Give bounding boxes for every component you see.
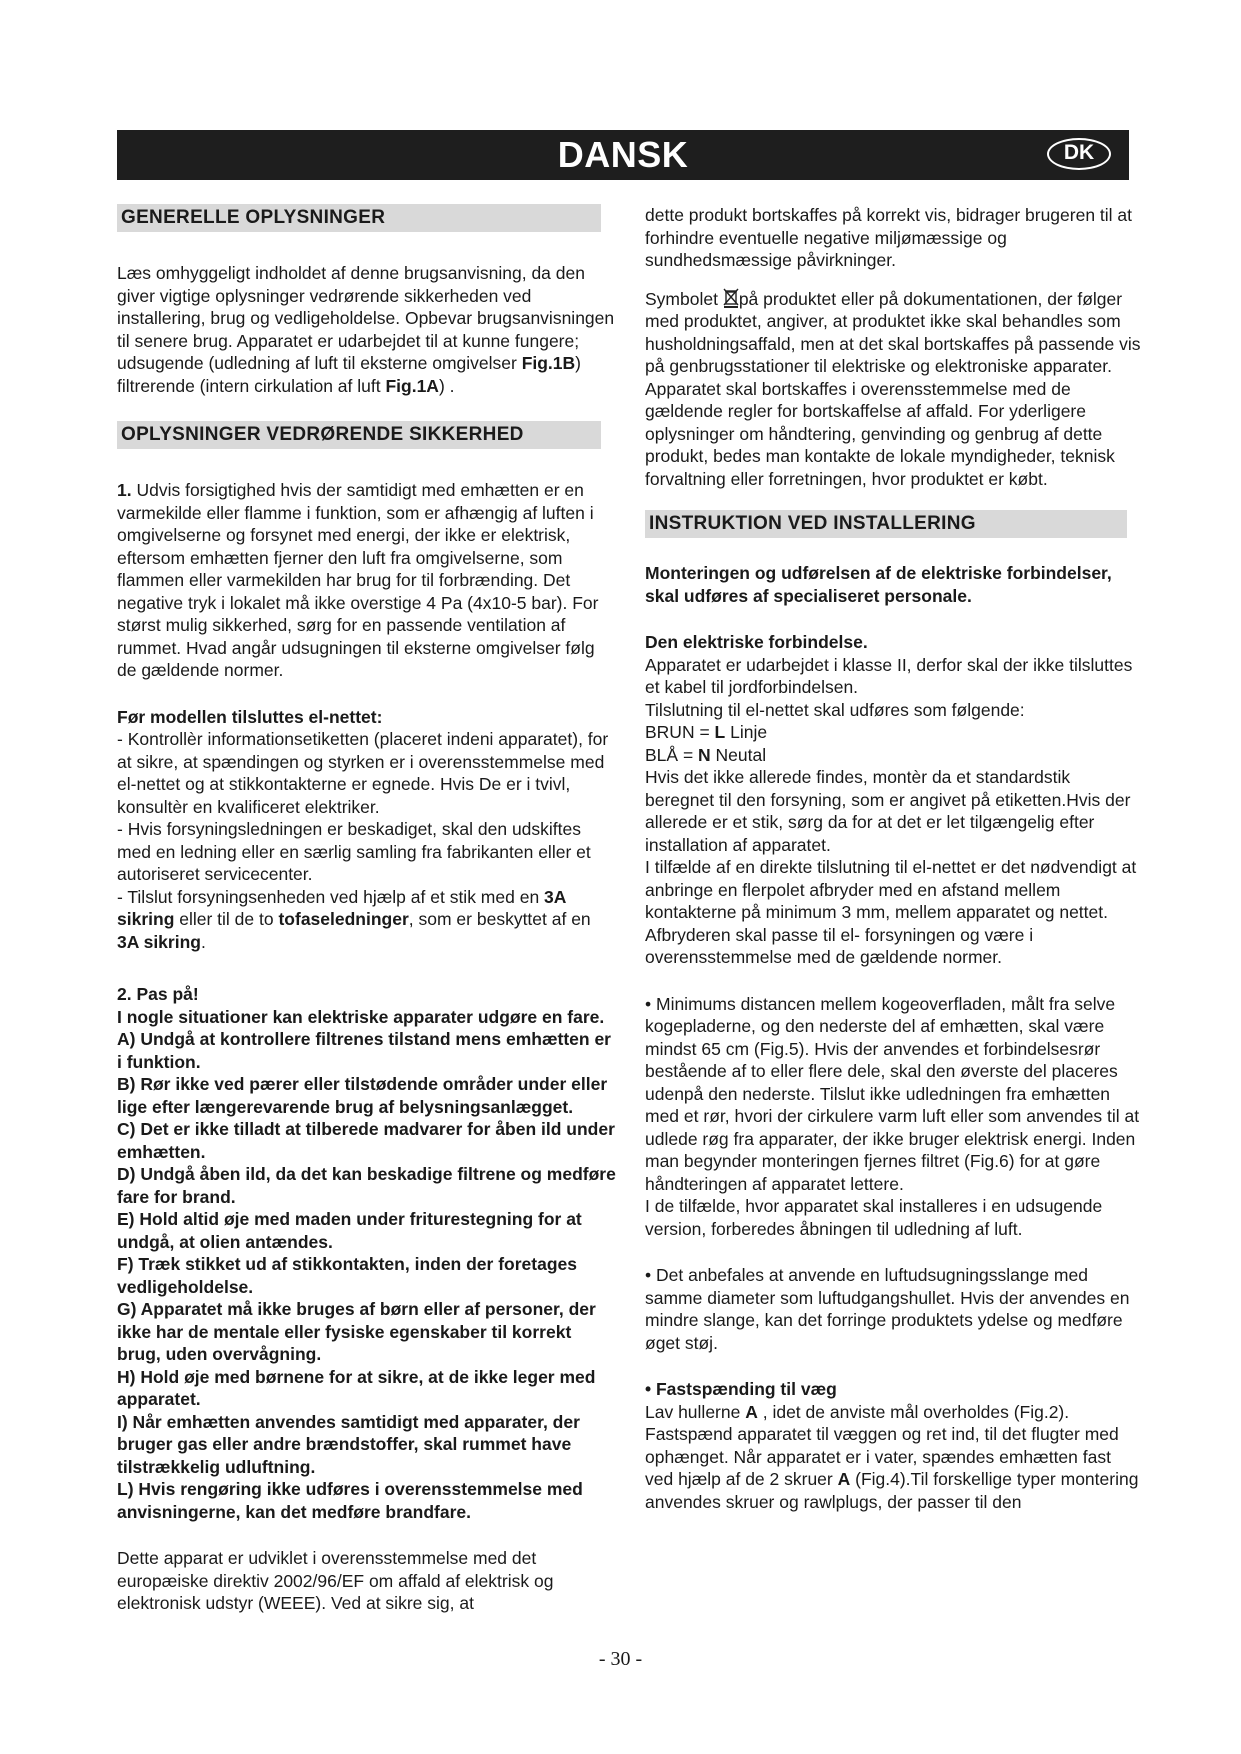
warning-item: L) Hvis rengøring ikke udføres i overensstemmelse med anvisningerne, kan det medføre brandfare.	[117, 1479, 583, 1522]
warning-item: E) Hold altid øje med maden under friturestegning for at undgå, at olien antændes.	[117, 1209, 582, 1252]
section-heading-safety: OPLYSNINGER VEDRØRENDE SIKKERHED	[117, 421, 601, 449]
text-run: på produktet eller på dokumentationen, der følger med produktet, angiver, at produktet ikke skal behandles som husholdningsaffald, men at det skal bortskaffes på passende vis på genbrugsstationer til elektriske og elektroniske apparater. Apparatet skal bortskaffes i overensstemmelse med de gældende regler for bortskaffelse af affald. For yderligere oplysninger om håndtering, genvinding og genbrug af dette produkt, bedes man kontakte de lokale myndigheder, teknisk forvaltning eller forretningen, hvor produktet er købt.	[645, 288, 1141, 489]
warning-item: B) Rør ikke ved pærer eller tilstødende områder under eller lige efter længerevarende brug af belysningsanlægget.	[117, 1074, 608, 1117]
warning-item: I) Når emhætten anvendes samtidigt med apparater, der bruger gas eller andre brændstoffer, skal rummet have tilstrækkelig udluftning.	[117, 1411, 580, 1477]
fig-ref: Fig.1B	[521, 353, 576, 373]
text-run: , idet de anviste mål overholdes (Fig.2). Fastspænd apparatet til væggen og ret ind, til det flugter med ophænget. Når apparatet er i vater, spændes emhætten fast ved hjælp af de 2 skruer	[645, 1401, 1119, 1489]
safety-paragraph-1	[117, 479, 617, 682]
text-run: (Fig.4).Til forskellige typer montering anvendes skruer og rawlplugs, der passer til den	[645, 1469, 1139, 1512]
item-number: 1.	[117, 480, 132, 500]
wall-mount-paragraph	[645, 1401, 1141, 1514]
hose-paragraph: • Det anbefales at anvende en luftudsugningsslange med samme diameter som luftudgangshullet. Hvis der anvendes en mindre slange, kan det forringe produktets ydelse og medføre øget støj.	[645, 1265, 1130, 1353]
min-distance-paragraph: • Minimums distancen mellem kogeoverfladen, målt fra selve kogepladerne, og den nederste del af emhætten, skal være mindst 65 cm (Fig.5). Hvis der anvendes et forbindelsesrør bestående af to eller flere dele, skal den øverste del placeres udenpå den nederste. Tilslut ikke udledningen fra emhætten med et rør, hvori der cirkulere varm luft eller som anvendes til at udlede røg fra apparater, der ikke bruger elektrisk energi. Inden man begynder monteringen fjernes filtret (Fig.6) for at gøre håndteringen af apparatet lettere.	[645, 993, 1140, 1194]
section-heading-general: GENERELLE OPLYSNINGER	[117, 204, 601, 232]
warning-item: A) Undgå at kontrollere filtrenes tilstand mens emhætten er i funktion.	[117, 1029, 611, 1072]
warning-item: F) Træk stikket ud af stikkontakten, inden der foretages vedligeholdelse.	[117, 1254, 577, 1297]
warning-item: H) Hold øje med børnene for at sikre, at de ikke leger med apparatet.	[117, 1366, 596, 1409]
crossed-bin-icon	[723, 288, 739, 308]
safety-text: Udvis forsigtighed hvis der samtidigt med emhætten er en varmekilde eller flamme i funktion, som er afhængig af luften i omgivelserne og forsynet med energi, der ikke er elektrisk, eftersom emhætten fjerner den luft fra omgivelserne, som flammen eller varmekilden har brug for til forbrænding. Det negative tryk i lokalet må ikke overstige 4 Pa (4x10-5 bar). For størst mulig sikkerhed, sørg for en passende ventilation af rummet. Hvad angår udsugningen til eksterne omgivelser følg de gældende normer.	[117, 480, 599, 680]
weee-continued: dette produkt bortskaffes på korrekt vis, bidrager brugeren til at forhindre eventuelle negative miljømæssige og sundhedsmæssige påvirkninger.	[645, 205, 1133, 270]
electrical-title: Den elektriske forbindelse.	[645, 632, 868, 652]
text-run: N	[698, 744, 711, 765]
before-connect-title: Før modellen tilsluttes el-nettet:	[117, 706, 383, 727]
fig-ref: Fig.1A	[385, 375, 439, 396]
text-run: tofaseledninger	[278, 909, 409, 929]
weee-paragraph: Dette apparat er udviklet i overensstemmelse med det europæiske direktiv 2002/96/EF om affald af elektrisk og elektronisk udstyr (WEEE). Ved at sikre sig, at	[117, 1548, 554, 1613]
text-run: BLÅ =	[645, 744, 699, 765]
mounting-note: Monteringen og udførelsen af de elektriske forbindelser, skal udføres af specialiseret personale.	[645, 563, 1112, 606]
wire-blue	[645, 744, 1141, 767]
warning-item: G) Apparatet må ikke bruges af børn eller af personer, der ikke har de mentale eller fysiske egenskaber til korrekt brug, uden overvågning.	[117, 1299, 596, 1364]
page-number: - 30 -	[598, 1648, 643, 1670]
electrical-text: I tilfælde af en direkte tilslutning til el-nettet er det nødvendigt at anbringe en flerpolet afbryder med en afstand mellem kontakterne på minimum 3 mm, mellem apparatet og nettet. Afbryderen skal passe til el- forsyningen og være i overensstemmelse med de gældende normer.	[645, 857, 1137, 967]
electrical-text: Hvis det ikke allerede findes, montèr da et standardstik beregnet til den forsyning, som er angivet på etiketten.Hvis der allerede er et stik, sørg da for at det er let tilgængelig efter installation af apparatet.	[645, 767, 1131, 855]
text-run: 3A sikring	[117, 931, 201, 952]
text-run: A	[837, 1469, 851, 1489]
text-run: 3A sikring	[117, 886, 566, 929]
electrical-text: Apparatet er udarbejdet i klasse II, derfor skal der ikke tilsluttes et kabel til jordforbindelsen.	[645, 654, 1133, 697]
text-run: L	[714, 722, 726, 742]
text-run: BRUN =	[645, 722, 715, 742]
general-info-paragraph	[117, 262, 617, 397]
text-run: - Tilslut forsyningsenheden ved hjælp af et stik med en	[117, 886, 545, 907]
before-connect-item: - Kontrollèr informationsetiketten (placeret indeni apparatet), for at sikre, at spændingen og styrken er i overensstemmelse med el-nettet og at stikkontakterne er egnede. Hvis De er i tvivl, konsultèr en kvalificeret elektriker.	[117, 729, 609, 817]
left-column	[117, 204, 617, 1615]
country-badge: DK	[1047, 138, 1111, 170]
text-run: Symbolet	[645, 288, 723, 309]
language-banner	[117, 130, 1129, 180]
text-run: A	[745, 1401, 758, 1422]
intro-text: Læs omhyggeligt indholdet af denne brugsanvisning, da den giver vigtige oplysninger vedrørende sikkerheden ved installering, brug og vedligeholdelse. Opbevar brugsanvisningen til senere brug. Apparatet er udarbejdet til at kunne fungere; udsugende (udledning af luft til eksterne omgivelser	[117, 263, 615, 373]
text-run: Linje	[725, 722, 768, 742]
section-heading-installation: INSTRUKTION VED INSTALLERING	[645, 510, 1127, 538]
text-run: Lav hullerne	[645, 1401, 746, 1422]
warning-item: D) Undgå åben ild, da det kan beskadige filtrene og medføre fare for brand.	[117, 1164, 616, 1207]
intro-text: ) .	[438, 375, 455, 396]
language-title: DANSK	[557, 134, 689, 175]
before-connect-item: - Hvis forsyningsledningen er beskadiget, skal den udskiftes med en ledning eller en særlig samling fra fabrikanten eller et autoriseret servicecenter.	[117, 819, 591, 884]
before-connect-item	[117, 886, 617, 954]
min-distance-paragraph-2: I de tilfælde, hvor apparatet skal installeres i en udsugende version, forberedes åbningen til udledning af luft.	[645, 1196, 1103, 1239]
symbol-paragraph	[645, 288, 1141, 491]
warning-intro: I nogle situationer kan elektriske apparater udgøre en fare.	[117, 1006, 605, 1027]
text-run: .	[200, 931, 206, 952]
wire-brown	[645, 721, 1141, 744]
right-column	[645, 204, 1141, 1513]
text-run: , som er beskyttet af en	[408, 909, 591, 929]
wall-mount-title: • Fastspænding til væg	[645, 1379, 837, 1399]
electrical-text: Tilslutning til el-nettet skal udføres som følgende:	[645, 699, 1025, 720]
text-run: Neutal	[710, 744, 767, 765]
intro-text: ) filtrerende (intern cirkulation af luft	[117, 353, 581, 396]
warning-title: 2. Pas på!	[117, 984, 199, 1004]
warning-item: C) Det er ikke tilladt at tilberede madvarer for åben ild under emhætten.	[117, 1119, 615, 1162]
text-run: eller til de to	[174, 909, 279, 929]
